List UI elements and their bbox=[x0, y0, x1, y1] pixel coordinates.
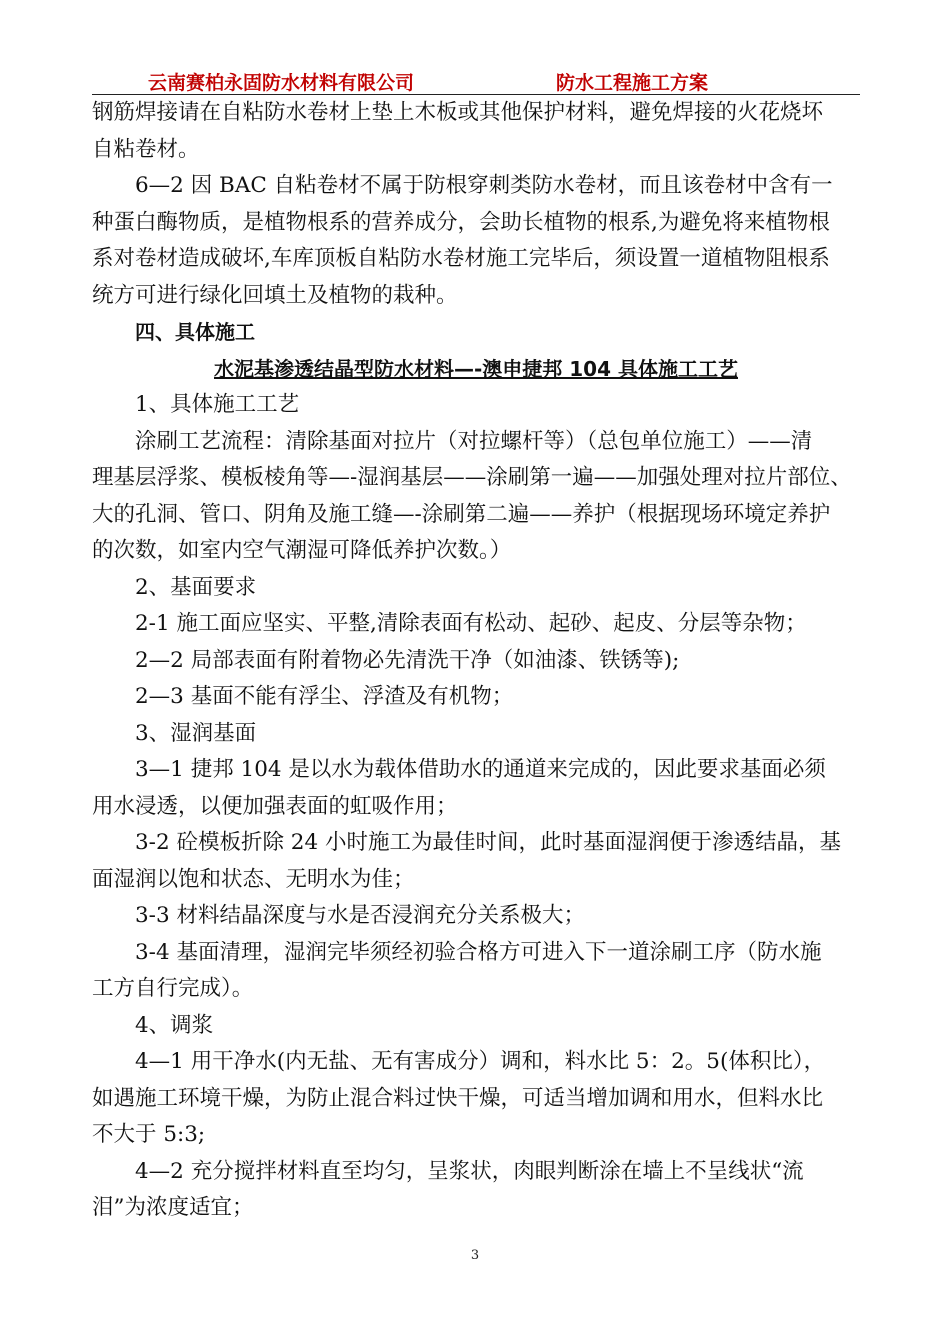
text-line: 理基层浮浆、模板棱角等—-湿润基层——涂刷第一遍——加强处理对拉片部位、 bbox=[92, 465, 852, 490]
text-line: 4、调浆 bbox=[135, 1012, 214, 1038]
header-company: 云南赛柏永固防水材料有限公司 bbox=[148, 72, 415, 94]
text-line: 2、基面要求 bbox=[135, 574, 257, 600]
text-line: 3—1 捷邦 104 是以水为载体借助水的通道来完成的，因此要求基面必须 bbox=[135, 757, 826, 782]
text-line: 涂刷工艺流程：清除基面对拉片（对拉螺杆等）（总包单位施工）——清 bbox=[135, 428, 813, 454]
sub-heading: 水泥基渗透结晶型防水材料—-澳申捷邦 104 具体施工工艺 bbox=[214, 356, 738, 381]
page-number: 3 bbox=[470, 1248, 480, 1263]
text-line: 大的孔洞、管口、阴角及施工缝—-涂刷第二遍——养护（根据现场环境定养护 bbox=[92, 501, 831, 527]
text-line: 1、具体施工工艺 bbox=[135, 392, 300, 417]
text-line: 3-4 基面清理，湿润完毕须经初验合格方可进入下一道涂刷工序（防水施 bbox=[135, 939, 822, 965]
text-line: 钢筋焊接请在自粘防水卷材上垫上木板或其他保护材料，避免焊接的火花烧坏 bbox=[92, 100, 824, 125]
text-line: 如遇施工环境干燥，为防止混合料过快干燥，可适当增加调和用水，但料水比 bbox=[92, 1085, 824, 1111]
text-line: 统方可进行绿化回填土及植物的栽种。 bbox=[92, 282, 458, 308]
header-doc-title: 防水工程施工方案 bbox=[556, 72, 709, 94]
page-header bbox=[92, 66, 860, 95]
text-line: 2—2 局部表面有附着物必先清洗干净（如油漆、铁锈等); bbox=[135, 647, 680, 673]
text-line: 系对卷材造成破坏,车库顶板自粘防水卷材施工完毕后，须设置一道植物阻根系 bbox=[92, 246, 830, 271]
text-line: 面湿润以饱和状态、无明水为佳； bbox=[92, 866, 415, 892]
text-line: 3、湿润基面 bbox=[135, 720, 257, 746]
text-line: 泪”为浓度适宜； bbox=[92, 1195, 254, 1220]
text-line: 不大于 5:3; bbox=[92, 1122, 206, 1147]
text-line: 6—2 因 BAC 自粘卷材不属于防根穿刺类防水卷材，而且该卷材中含有一 bbox=[135, 173, 833, 198]
text-line: 3-3 材料结晶深度与水是否浸润充分关系极大； bbox=[135, 903, 585, 928]
text-line: 种蛋白酶物质，是植物根系的营养成分，会助长植物的根系,为避免将来植物根 bbox=[92, 209, 830, 235]
text-line: 2-1 施工面应坚实、平整,清除表面有松动、起砂、起皮、分层等杂物； bbox=[135, 611, 807, 636]
text-line: 2—3 基面不能有浮尘、浮渣及有机物； bbox=[135, 684, 514, 709]
text-line: 工方自行完成）。 bbox=[92, 976, 254, 1001]
text-line: 3-2 砼模板折除 24 小时施工为最佳时间，此时基面湿润便于渗透结晶，基 bbox=[135, 830, 841, 855]
body-text bbox=[92, 95, 860, 1227]
text-line: 的次数，如室内空气潮湿可降低养护次数。） bbox=[92, 538, 512, 563]
text-line: 4—2 充分搅拌材料直至均匀，呈浆状，肉眼判断涂在墙上不呈线状“流 bbox=[135, 1158, 804, 1184]
text-line: 自粘卷材。 bbox=[92, 136, 200, 162]
text-line: 用水浸透，以便加强表面的虹吸作用； bbox=[92, 793, 458, 819]
section-heading: 四、具体施工 bbox=[135, 320, 255, 344]
text-line: 4—1 用干净水(内无盐、无有害成分）调和，料水比 5：2。5(体积比）， bbox=[135, 1049, 826, 1074]
